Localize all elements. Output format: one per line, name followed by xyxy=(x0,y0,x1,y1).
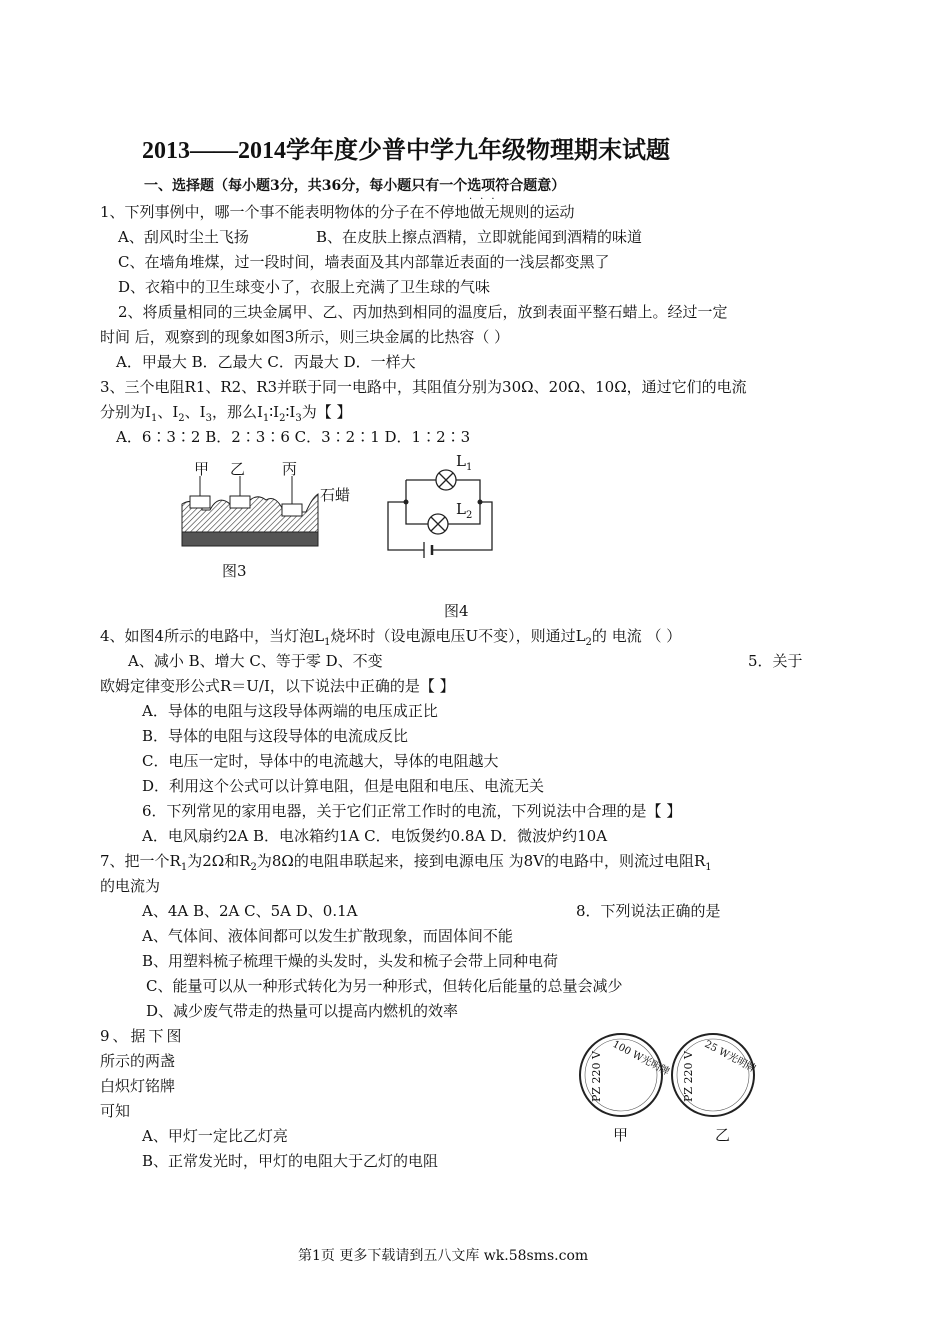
q5-option-b: B．导体的电阻与这段导体的电流成反比 xyxy=(142,727,409,745)
q9-option-b: B、正常发光时，甲灯的电阻大于乙灯的电阻 xyxy=(142,1152,439,1170)
q2-stem-1: 2、将质量相同的三块金属甲、乙、丙加热到相同的温度后，放到表面平整石蜡上。经过一定 xyxy=(118,303,728,321)
q1-option-d: D、衣箱中的卫生球变小了，衣服上充满了卫生球的气味 xyxy=(118,278,491,296)
q7-text-a: 7、把一个R xyxy=(100,852,181,870)
sub-2: 2 xyxy=(585,637,592,648)
emphasis-dots: ··· xyxy=(469,194,503,205)
q8-stem: 8．下列说法正确的是 xyxy=(576,902,721,920)
fig4-l1-letter: L xyxy=(456,452,466,470)
sub-3: 3 xyxy=(205,413,212,424)
sub-1: 1 xyxy=(324,637,331,648)
section-heading: 一、选择题（每小题3分，共36分，每小题只有一个选项符合题意） xyxy=(144,178,566,194)
q9-stem-4: 可知 xyxy=(100,1102,131,1120)
q3-text-b: 、I xyxy=(157,403,179,421)
sub-1: 1 xyxy=(262,413,270,424)
page-footer: 第1页 更多下载请到五八文库 wk.58sms.com xyxy=(298,1248,589,1264)
sub-1: 1 xyxy=(705,862,712,873)
bulb-nameplate-jia xyxy=(578,1032,671,1118)
bulb-jia-volt-text: PZ 220 V xyxy=(590,1051,603,1102)
q8-option-d: D、减少废气带走的热量可以提高内燃机的效率 xyxy=(146,1002,459,1020)
sub-1: 1 xyxy=(465,462,473,473)
q3-text-d: ，那么I xyxy=(211,403,263,421)
bulb-label-yi: 乙 xyxy=(715,1126,731,1144)
sub-3: 3 xyxy=(295,413,302,424)
q9-stem-2: 所示的两盏 xyxy=(100,1052,176,1070)
fig3-caption: 图3 xyxy=(222,562,247,580)
q3-text-g: 为【 】 xyxy=(301,403,352,421)
q3-text-a: 分别为I xyxy=(100,403,151,421)
q7-text-b: 为2Ω和R xyxy=(187,852,251,870)
q9-option-a: A、甲灯一定比乙灯亮 xyxy=(142,1127,288,1145)
fig4-label-l2 xyxy=(456,500,473,521)
bulb-label-jia: 甲 xyxy=(613,1126,629,1144)
q2-options: A．甲最大 B．乙最大 C．丙最大 D．一样大 xyxy=(116,353,416,371)
q1-option-b: B、在皮肤上擦点酒精，立即就能闻到酒精的味道 xyxy=(316,228,643,246)
fig4-caption: 图4 xyxy=(444,602,469,620)
q8-option-a: A、气体间、液体间都可以发生扩散现象，而固体间不能 xyxy=(142,927,513,945)
q1-stem: 1、下列事例中，哪一个事不能表明物体的分子在不停地做无规则的运动 xyxy=(100,203,575,221)
q3-text-e: ∶I xyxy=(269,403,280,421)
fig3-label-bing: 丙 xyxy=(282,460,298,478)
sub-2: 2 xyxy=(465,510,473,521)
q3-options: A．6∶3∶2 B．2∶3∶6 C．3∶2∶1 D．1∶2∶3 xyxy=(116,428,471,446)
q6-options: A．电风扇约2A B．电冰箱约1A C．电饭煲约0.8A D．微波炉约10A xyxy=(142,827,608,845)
fig3-label-jia: 甲 xyxy=(194,460,210,478)
q5-option-a: A．导体的电阻与这段导体两端的电压成正比 xyxy=(142,702,438,720)
sub-2: 2 xyxy=(178,413,185,424)
q3-stem-2 xyxy=(100,402,351,422)
q1-option-a: A、刮风时尘土飞扬 xyxy=(118,228,249,246)
q5-option-d: D．利用这个公式可以计算电阻，但是电阻和电压、电流无关 xyxy=(142,777,545,795)
q1-option-c: C、在墙角堆煤，过一段时间，墙表面及其内部靠近表面的一浅层都变黑了 xyxy=(118,253,610,271)
q3-text-f: ∶I xyxy=(285,403,296,421)
q7-stem-2: 的电流为 xyxy=(100,877,161,895)
q4-stem xyxy=(100,626,681,646)
fig3-wax-diagram xyxy=(180,474,320,550)
q3-stem-1: 3、三个电阻R1、R2、R3并联于同一电路中，其阻值分别为30Ω、20Ω、10Ω，通过它们的电流 xyxy=(100,378,747,396)
q7-options: A、4A B、2A C、5A D、0.1A xyxy=(142,902,358,920)
q4-options: A、减小 B、增大 C、等于零 D、不变 xyxy=(128,652,383,670)
q7-text-c: 为8Ω的电阻串联起来，接到电源电压 为8V的电路中，则流过电阻R xyxy=(256,852,706,870)
page-title: 2013——2014学年度少普中学九年级物理期末试题 xyxy=(142,138,670,164)
q4-text-a: 4、如图4所示的电路中，当灯泡L xyxy=(100,627,325,645)
q8-option-c: C、能量可以从一种形式转化为另一种形式，但转化后能量的总量会减少 xyxy=(146,977,623,995)
sub-1: 1 xyxy=(150,413,158,424)
fig3-label-wax: 石蜡 xyxy=(320,486,351,504)
q3-text-c: 、I xyxy=(184,403,206,421)
q5-number: 5．关于 xyxy=(748,652,803,670)
q2-stem-2: 时间 后，观察到的现象如图3所示，则三块金属的比热容（ ） xyxy=(100,328,510,346)
q4-text-b: 烧坏时（设电源电压U不变），则通过L xyxy=(330,627,586,645)
fig4-label-l1 xyxy=(456,452,473,473)
q8-option-b: B、用塑料梳子梳理干燥的头发时，头发和梳子会带上同种电荷 xyxy=(142,952,559,970)
fig4-circuit-diagram xyxy=(384,466,498,554)
fig4-l2-letter: L xyxy=(456,500,466,518)
bulb-yi-volt-text: PZ 220 V xyxy=(682,1051,695,1102)
bulb-yi-power-text: 25 W光明牌 xyxy=(702,1038,758,1076)
q5-stem: 欧姆定律变形公式R＝U/I，以下说法中正确的是【 】 xyxy=(100,677,455,695)
bulb-nameplate-yi xyxy=(670,1032,756,1118)
bulb-jia-power-text: 100 W光明牌 xyxy=(610,1038,671,1079)
sub-1: 1 xyxy=(180,862,188,873)
q9-stem-3: 白炽灯铭牌 xyxy=(100,1077,176,1095)
sub-2: 2 xyxy=(279,413,286,424)
q9-stem-1: 9、据下图 xyxy=(100,1027,185,1045)
q6-stem: 6．下列常见的家用电器，关于它们正常工作时的电流，下列说法中合理的是【 】 xyxy=(142,802,682,820)
q7-stem xyxy=(100,851,712,871)
q4-text-c: 的 电流 （ ） xyxy=(591,627,682,645)
q5-option-c: C．电压一定时，导体中的电流越大，导体的电阻越大 xyxy=(142,752,499,770)
fig3-label-yi: 乙 xyxy=(230,460,246,478)
sub-2: 2 xyxy=(250,862,257,873)
